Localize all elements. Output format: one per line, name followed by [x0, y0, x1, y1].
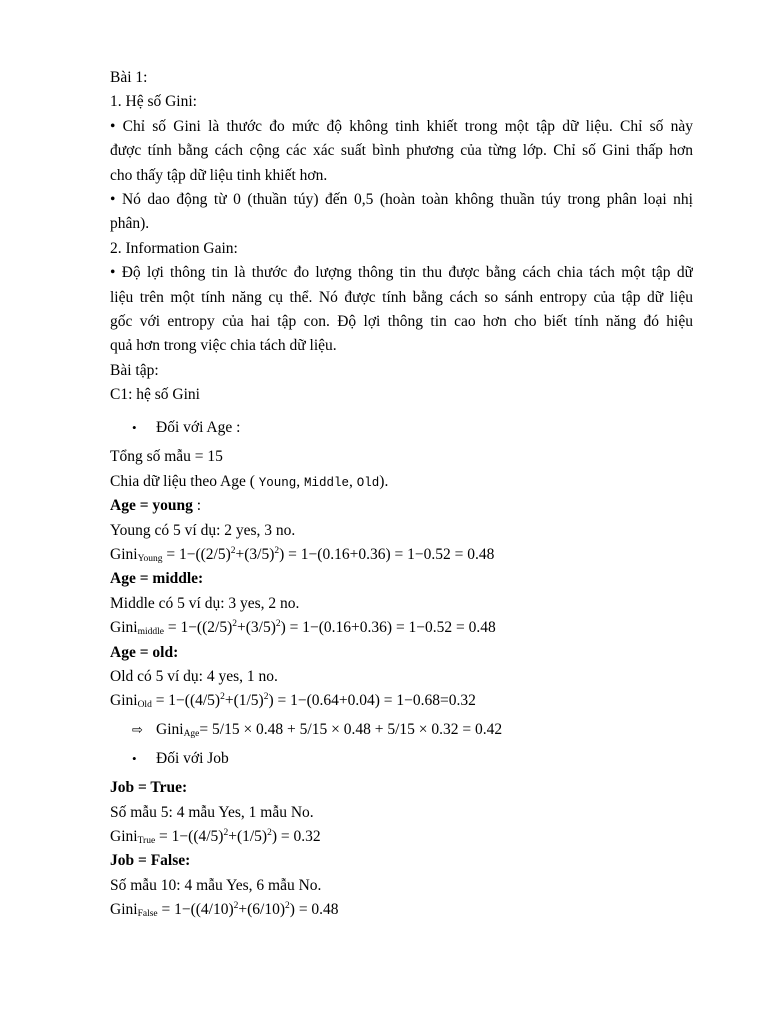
- formula-true: Gini$_{True}$ = $1-((4/5)^2+(1/5)^2) = 0.32$: [110, 827, 321, 846]
- old-description: Old có 5 ví dụ: 4 yes, 1 no.: [110, 667, 278, 685]
- code-old: Old: [356, 475, 380, 490]
- heading-age-old: Age = old:: [110, 643, 179, 661]
- total-samples: Tổng số mẫu = 15: [110, 448, 223, 466]
- paragraph-line: • Nó dao động từ 0 (thuần túy) đến 0,5 (hoàn toàn không thuần túy trong phân loại nhị: [110, 190, 693, 208]
- formula-young: Gini$_{Young}$ = $1-((2/5)^2+(3/5)^2) = 1-(0.16+0.36) = 1-0.52 = 0.48$: [110, 546, 495, 565]
- paragraph-line: phân).: [110, 215, 150, 233]
- paragraph-line: được tính bằng cách cộng các xác suất bình phương của từng lớp. Chỉ số Gini thấp hơn: [110, 142, 693, 160]
- true-description: Số mẫu 5: 4 mẫu Yes, 1 mẫu No.: [110, 803, 314, 821]
- heading-age-middle: Age = middle:: [110, 570, 204, 588]
- paragraph-line: liệu trên một tính năng cụ thể. Nó được tính bằng cách so sánh entropy của tập dữ liệu: [110, 288, 693, 306]
- paragraph-line: gốc với entropy của hai tập con. Độ lợi thông tin cao hơn cho biết tính năng đó hiệu: [110, 312, 693, 330]
- young-description: Young có 5 ví dụ: 2 yes, 3 no.: [110, 521, 296, 539]
- paragraph-line: • Chỉ số Gini là thước đo mức độ không tinh khiết trong một tập dữ liệu. Chỉ số này: [110, 117, 693, 135]
- heading-bai-1: Bài 1:: [110, 69, 148, 86]
- heading-age-young: Age = young :: [110, 497, 202, 515]
- heading-job-false: Job = False:: [110, 852, 191, 870]
- result-age: ⇨ Gini$_{Age}$= 5/15 × 0.48 + 5/15 × 0.48 + 5/15 × 0.32 = 0.42: [110, 718, 693, 742]
- heading-gini: 1. Hệ số Gini:: [110, 93, 197, 111]
- middle-description: Middle có 5 ví dụ: 3 yes, 2 no.: [110, 594, 300, 612]
- arrow-icon: ⇨: [132, 721, 143, 737]
- bullet-label: Đối với Job: [156, 750, 229, 768]
- heading-job-true: Job = True:: [110, 779, 188, 797]
- code-middle: Middle: [304, 475, 350, 490]
- formula-middle: Gini$_{middle}$ = $1-((2/5)^2+(3/5)^2) = 1-(0.16+0.36) = 1-0.52 = 0.48$: [110, 619, 496, 638]
- bullet-icon: •: [132, 420, 137, 436]
- bullet-label: Đối với Age :: [156, 419, 241, 437]
- heading-information-gain: 2. Information Gain:: [110, 239, 238, 257]
- heading-bai-tap: Bài tập:: [110, 361, 159, 379]
- bullet-age: [110, 411, 693, 445]
- code-young: Young: [258, 475, 297, 490]
- false-description: Số mẫu 10: 4 mẫu Yes, 6 mẫu No.: [110, 876, 322, 894]
- bullet-job: [110, 742, 693, 776]
- split-line: Chia dữ liệu theo Age ( Young, Middle, Old).: [110, 472, 389, 490]
- formula-old: Gini$_{Old}$ = $1-((4/5)^2+(1/5)^2) = 1-(0.64+0.04) = 1-0.68=0.32$: [110, 692, 476, 711]
- paragraph-line: • Độ lợi thông tin là thước đo lượng thông tin thu được bằng cách chia tách một tập dữ: [110, 264, 693, 282]
- formula-false: Gini$_{False}$ = $1-((4/10)^2+(6/10)^2) = 0.48$: [110, 901, 339, 920]
- document-page: [110, 66, 693, 923]
- bullet-icon: •: [132, 751, 137, 767]
- heading-c1: C1: hệ số Gini: [110, 386, 200, 404]
- paragraph-line: cho thấy tập dữ liệu tinh khiết hơn.: [110, 166, 328, 184]
- paragraph-line: quả hơn trong việc chia tách dữ liệu.: [110, 337, 337, 355]
